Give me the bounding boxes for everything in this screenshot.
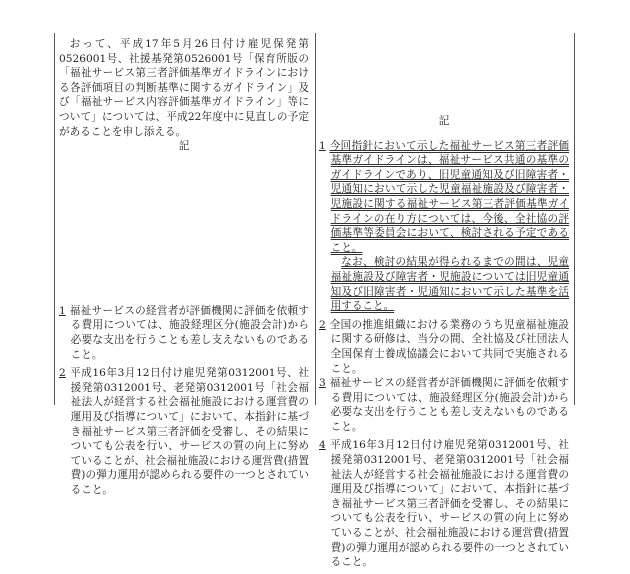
list-item	[59, 304, 309, 362]
item-number: 2	[59, 367, 66, 380]
right-items	[319, 139, 569, 570]
list-item-note	[319, 255, 569, 313]
left-spacer	[59, 164, 309, 304]
item-text: 全国の推進組織における業務のうち児童福祉施設に関する研修は、当分の間、全社協及び社団法人全国保育士養成協議会において共同で実施されること。	[329, 318, 569, 375]
item-number: 1	[319, 139, 326, 152]
list-item	[319, 376, 569, 434]
list-item	[319, 139, 569, 256]
item-number: 3	[319, 377, 326, 390]
left-ki-heading: 記	[178, 140, 190, 153]
item-text: 今回指針において示した福祉サービス第三者評価基準ガイドラインは、福祉サービス共通の基準のガイドラインであり、旧児童通知及び旧障害者・児通知において示した児童福祉施設及び障害者・児施設に関する福祉サービス第三者評価基準ガイドラインの在り方については、今後、全社協の評価基準等委員会において、検討される予定であること。	[329, 139, 569, 254]
list-item	[319, 318, 569, 376]
right-ki-heading: 記	[438, 115, 450, 127]
left-column	[59, 37, 309, 501]
item-text: 平成16年3月12日付け雇児発第0312001号、社援発第0312001号、老発第0312001号「社会福祉法人が経営する社会福祉施設における運営費の運用及び指導について」において、本指針に基づき福祉サービス第三者評価を受審し、その結果についても公表を行い、サービスの質の向上に努めていることが、社会福祉施設における運営費(措置費)の弾力運用が認められる要件の一つとされていること。	[329, 439, 569, 569]
right-border	[574, 33, 575, 405]
item-text: 福祉サービスの経営者が評価機関に評価を依頼する費用については、施設経理区分(施設会計)から必要な支出を行うことも差し支えないものであること。	[69, 304, 309, 361]
item-number: 1	[59, 304, 66, 317]
item-text: 平成16年3月12日付け雇児発第0312001号、社援発第0312001号、老発第0312001号「社会福祉法人が経営する社会福祉施設における運営費の運用及び指導について」において、本指針に基づき福祉サービス第三者評価を受審し、その結果についても公表を行い、サービスの質の向上に努めていることが、社会福祉施設における運営費(措置費)の弾力運用が認められる要件の一つとされていること。	[69, 367, 309, 496]
list-item	[319, 438, 569, 569]
list-item	[59, 366, 309, 497]
item-number: 4	[319, 439, 326, 452]
right-top-space	[319, 37, 569, 114]
column-divider	[315, 33, 316, 405]
left-items	[59, 304, 309, 498]
intro-area	[59, 37, 309, 139]
right-column	[319, 37, 569, 574]
item-note: なお、検討の結果が得られるまでの間は、児童福祉施設及び障害者・児施設については旧児童通知及び旧障害者・児通知において示した基準を活用すること。	[330, 256, 569, 313]
left-border	[54, 33, 55, 405]
item-number: 2	[319, 318, 326, 331]
intro-paragraph: おって、平成17年5月26日付け雇児保発第0526001号、社援基発第0526001号「保育所版の「福祉サービス第三者評価基準ガイドラインにおける各評価項目の判断基準に関するガイドライン」及び「福祉サービス内容評価基準ガイドライン」等について」については、平成22年度中に見直しの予定があることを申し添える。	[59, 38, 309, 138]
item-text: 福祉サービスの経営者が評価機関に評価を依頼する費用については、施設経理区分(施設会計)から必要な支出を行うことも差し支えないものであること。	[329, 377, 569, 433]
